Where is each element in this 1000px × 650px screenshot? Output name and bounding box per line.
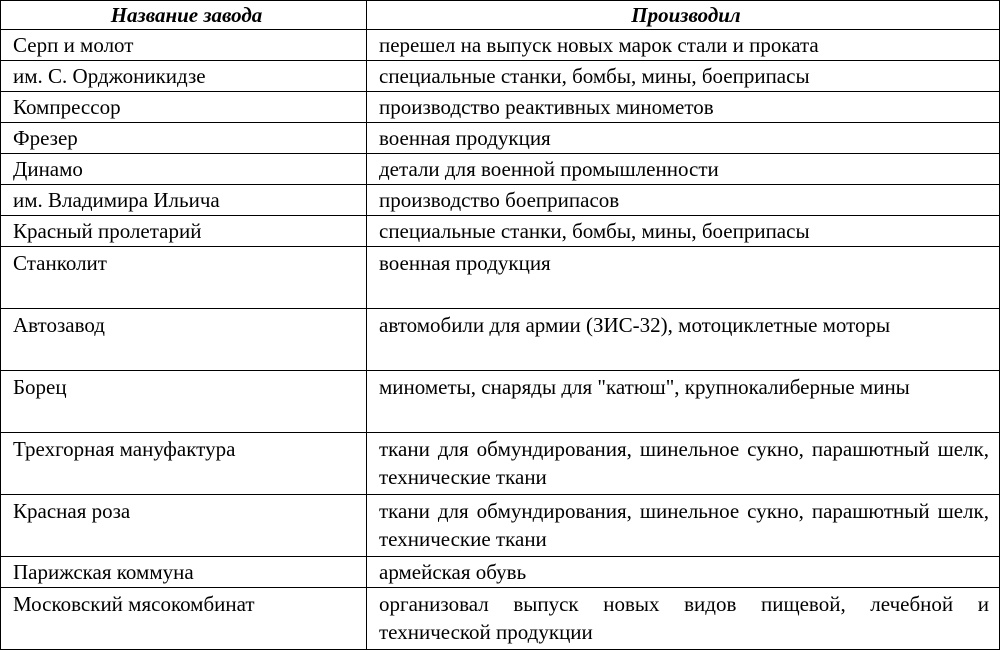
factory-name-cell: Парижская коммуна [1, 557, 367, 588]
header-row [1, 1, 1000, 30]
table-row [1, 123, 1000, 154]
product-cell: производство боеприпасов [367, 185, 1000, 216]
table-row [1, 30, 1000, 61]
factory-name-cell: Серп и молот [1, 30, 367, 61]
product-cell: специальные станки, бомбы, мины, боеприпасы [367, 61, 1000, 92]
table-row [1, 92, 1000, 123]
factory-name-cell: Фрезер [1, 123, 367, 154]
factory-name-cell: им. Владимира Ильича [1, 185, 367, 216]
factory-name-cell: Красная роза [1, 495, 367, 557]
factory-name-cell: Красный пролетарий [1, 216, 367, 247]
table-row [1, 216, 1000, 247]
product-cell: армейская обувь [367, 557, 1000, 588]
product-cell: минометы, снаряды для "катюш", крупнокалиберные мины [367, 371, 1000, 433]
factory-name-cell: Автозавод [1, 309, 367, 371]
header-produced: Производил [367, 1, 1000, 30]
factory-name-cell: Компрессор [1, 92, 367, 123]
table-row [1, 154, 1000, 185]
table-row [1, 247, 1000, 309]
product-cell: перешел на выпуск новых марок стали и проката [367, 30, 1000, 61]
product-cell: автомобили для армии (ЗИС-32), мотоциклетные моторы [367, 309, 1000, 371]
table-row [1, 557, 1000, 588]
table-row [1, 371, 1000, 433]
factory-name-cell: Московский мясокомбинат [1, 588, 367, 650]
product-cell: ткани для обмундирования, шинельное сукно, парашютный шелк, технические ткани [367, 433, 1000, 495]
table-row [1, 309, 1000, 371]
table-row [1, 433, 1000, 495]
factory-name-cell: Борец [1, 371, 367, 433]
product-cell: детали для военной промышленности [367, 154, 1000, 185]
product-cell: военная продукция [367, 247, 1000, 309]
product-cell: специальные станки, бомбы, мины, боеприпасы [367, 216, 1000, 247]
factory-name-cell: Станколит [1, 247, 367, 309]
factory-name-cell: им. С. Орджоникидзе [1, 61, 367, 92]
product-cell: военная продукция [367, 123, 1000, 154]
product-cell: производство реактивных минометов [367, 92, 1000, 123]
table-row [1, 495, 1000, 557]
header-factory-name: Название завода [1, 1, 367, 30]
product-cell: ткани для обмундирования, шинельное сукно, парашютный шелк, технические ткани [367, 495, 1000, 557]
table-row [1, 185, 1000, 216]
product-cell: организовал выпуск новых видов пищевой, лечебной и технической продукции [367, 588, 1000, 650]
table-row [1, 588, 1000, 650]
table-row [1, 61, 1000, 92]
factory-name-cell: Трехгорная мануфактура [1, 433, 367, 495]
factory-name-cell: Динамо [1, 154, 367, 185]
